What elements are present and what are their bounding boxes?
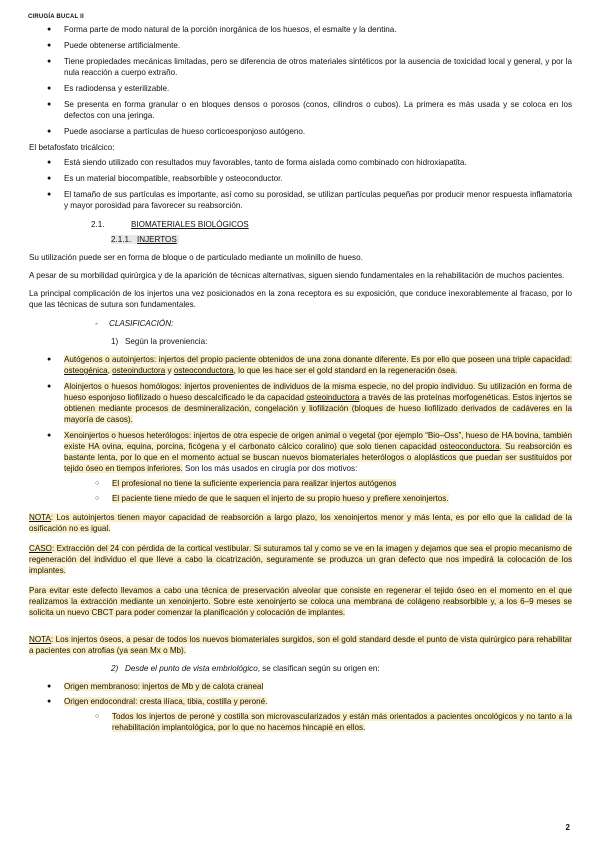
list-item: ○ Todos los injertos de peroné y costilla son microvascularizados y están más orientados a pacientes oncológicos y no tanto a la rehabilitación implantológica, por lo que no hacemos hincapié en ellos. bbox=[29, 711, 572, 733]
clasificacion-heading bbox=[29, 318, 572, 329]
xenoinjertos-item: ● Xenoinjertos o huesos heterólogos: injertos de otra especie de origen animal o vegetal (por ejemplo “Bio–Oss”, hueso de HA bovina, también existe HA ovina, equina, porcina, ficógena y el carbonato cálcico coralino) que solo tienen capacidad osteoconductora. Su reabsorción es bastante lenta, por lo que en el momento actual se buscan nuevos biomateriales heterólogos o aloplásticos que puedan ser sustituidos por tejido óseo en tiempos inferiores. Son los más usados en cirugía por dos motivos: bbox=[29, 430, 572, 474]
proveniencia-heading bbox=[29, 336, 572, 347]
number-marker: 2) bbox=[111, 664, 119, 673]
paragraph: A pesar de su morbilidad quirúrgica y de la aparición de técnicas alternativas, siguen siendo fundamentales en la rehabilitación de muchos pacientes. bbox=[29, 271, 565, 280]
section-title: INJERTOS bbox=[137, 235, 177, 244]
section-heading-2-1-1 bbox=[29, 234, 572, 245]
page-content bbox=[29, 24, 572, 733]
section-number: 2.1.1. bbox=[111, 235, 132, 244]
betafosfato-title: El betafosfato tricálcico: bbox=[29, 143, 115, 152]
list-item: ● Es un material biocompatible, reabsorbible y osteoconductor. bbox=[29, 173, 572, 184]
paragraph: La principal complicación de los injertos una vez posicionados en la zona receptora es su exposición, que conduce inexorablemente al fracaso, por lo que las técnicas de sutura son fundamentales. bbox=[29, 289, 572, 309]
page-number: 2 bbox=[565, 823, 570, 832]
betafosfato-list bbox=[29, 157, 572, 211]
section-heading-2-1 bbox=[29, 219, 572, 230]
nota-paragraph: NOTA: Los autoinjertos tienen mayor capacidad de reabsorción a largo plazo, los xenoinjertos menor y más lenta, es por ello que la calidad de la osificación no es igual. bbox=[29, 513, 572, 533]
list-item: ● Puede obtenerse artificialmente. bbox=[29, 40, 572, 51]
nota-label: NOTA bbox=[29, 513, 51, 522]
proveniencia-list bbox=[29, 354, 572, 474]
dash-marker: - bbox=[95, 319, 98, 328]
list-item: ● Origen membranoso: injertos de Mb y de calota craneal bbox=[29, 681, 572, 692]
list-item: ● Es radiodensa y esterilizable. bbox=[29, 83, 572, 94]
paragraph: Su utilización puede ser en forma de bloque o de particulado mediante un molinillo de hueso. bbox=[29, 253, 363, 262]
caso-label: CASO bbox=[29, 544, 52, 553]
paragraph: Para evitar este defecto llevamos a cabo una técnica de preservación alveolar que consiste en regenerar el tejido óseo en el momento en el que realizamos la extracción mediante un xenoinjerto. Sobre este xenoinjerto se coloca una membrana de colágeno reabsorbible y, a los 6–9 meses se solicita un nuevo CBCT para poder comenzar la planificación y colocación de implantes. bbox=[29, 586, 572, 617]
clasificacion-label: CLASIFICACIÓN: bbox=[109, 319, 174, 328]
list-item: ○ El paciente tiene miedo de que le saquen el injerto de su propio hueso y prefiere xenoinjertos. bbox=[29, 493, 572, 504]
section-title: BIOMATERIALES BIOLÓGICOS bbox=[131, 220, 249, 229]
motivos-list bbox=[29, 478, 572, 504]
embriologico-label: Desde el punto de vista embriológico bbox=[125, 664, 258, 673]
list-item: ● Puede asociarse a partículas de hueso corticoesponjoso autógeno. bbox=[29, 126, 572, 137]
aloinjertos-item: ● Aloinjertos o huesos homólogos: injertos provenientes de individuos de la misma especie, no del propio individuo. Su utilización en forma de hueso esponjoso liofilizado o hueso descalcificado le da capacidad osteoinductora a través de las proteínas morfogenéticas. Estos injertos se obtienen mediante procesos de desmineralización, congelación y liofilización (bloques de hueso liofilizado derivados de cadáveres en la mayoría de casos). bbox=[29, 381, 572, 425]
list-item: ● Forma parte de modo natural de la porción inorgánica de los huesos, el esmalte y la dentina. bbox=[29, 24, 572, 35]
list-item: ● El tamaño de sus partículas es importante, así como su porosidad, se utilizan partículas pequeñas por producir menor respuesta inflamatoria y mayor porosidad para favorecer su reabsorción. bbox=[29, 189, 572, 211]
number-marker: 1) bbox=[111, 337, 119, 346]
list-item: ● Se presenta en forma granular o en bloques densos o porosos (conos, cilindros o cubos). La primera es más usada y se coloca en los defectos con una jeringa. bbox=[29, 99, 572, 121]
list-item: ● Está siendo utilizado con resultados muy favorables, tanto de forma aislada como combinado con hidroxiapatita. bbox=[29, 157, 572, 168]
hydroxyapatite-list bbox=[29, 24, 572, 137]
section-number: 2.1. bbox=[91, 220, 105, 229]
list-item: ○ El profesional no tiene la suficiente experiencia para realizar injertos autógenos bbox=[29, 478, 572, 489]
list-item: ● Origen endocondral: cresta ilíaca, tibia, costilla y peroné. bbox=[29, 696, 572, 707]
nota-paragraph: NOTA: Los injertos óseos, a pesar de todos los nuevos biomateriales surgidos, son el gold standard desde el punto de vista quirúrgico para rehabilitar a pacientes con atrofias (ya sean Mx o Mb). bbox=[29, 635, 572, 655]
running-header: CIRUGÍA BUCAL II bbox=[28, 14, 84, 20]
proveniencia-label: Según la proveniencia: bbox=[125, 337, 208, 346]
embriologico-heading: 2) Desde el punto de vista embriológico, se clasifican según su origen en: bbox=[111, 664, 380, 673]
autoinjertos-item: ● Autógenos o autoinjertos: injertos del propio paciente obtenidos de una zona donante diferente. Es por ello que poseen una triple capacidad: osteogénica, osteoinductora y osteoconductora, lo que les hace ser el gold standard en la regeneración ósea. bbox=[29, 354, 572, 376]
caso-paragraph: CASO: Extracción del 24 con pérdida de la cortical vestibular. Si suturamos tal y como se ve en la imagen y dejamos que sea el propio mecanismo de regeneración del individuo el que lleve a cabo la cicatrización, seguramente se produzca un gran defecto que nos impedirá la colocación de los implantes. bbox=[29, 544, 572, 575]
nota-label: NOTA bbox=[29, 635, 51, 644]
list-item: ● Tiene propiedades mecánicas limitadas, pero se diferencia de otros materiales sintéticos por la ausencia de toxicidad local y general, y por la nula reacción a cuerpo extraño. bbox=[29, 56, 572, 78]
origen-list bbox=[29, 681, 572, 733]
